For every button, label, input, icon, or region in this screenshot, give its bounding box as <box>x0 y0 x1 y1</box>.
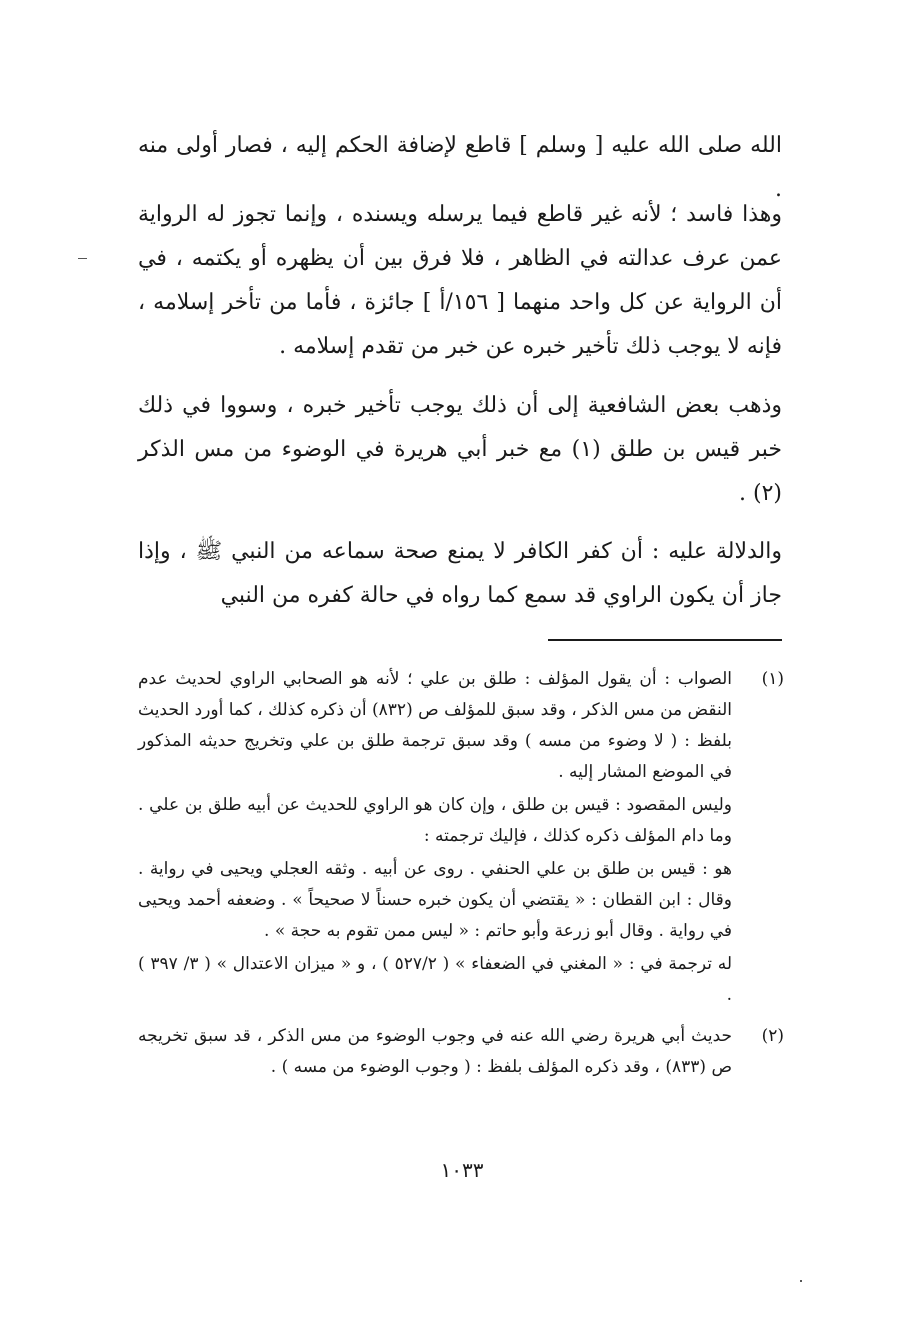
page-number: ١٠٣٣ <box>440 1158 484 1182</box>
footnote-paragraph: وليس المقصود : قيس بن طلق ، وإن كان هو الراوي للحديث عن أبيه طلق بن علي . وما دام المؤلف ذكره كذلك ، فإليك ترجمته : <box>138 795 732 846</box>
footnote-paragraph: له ترجمة في : « المغني في الضعفاء » ( ٥٢٧/٢ ) ، و « ميزان الاعتدال » ( ٣/ ٣٩٧ ) . <box>138 954 732 1005</box>
footnote-number: (١) <box>761 669 784 689</box>
footnote-number: (٢) <box>761 1026 784 1046</box>
footnote-paragraph: الصواب : أن يقول المؤلف : طلق بن علي ؛ لأنه هو الصحابي الراوي لحديث عدم النقض من مس الذكر ، وقد سبق للمؤلف ص (٨٣٢) أن ذكره كذلك ، كما أورد الحديث بلفظ : ( لا وضوء من مسه ) وقد سبق ترجمة طلق بن علي وتخريج حديثه المذكور في الموضع المشار إليه . <box>138 669 732 782</box>
scan-speck <box>800 1280 802 1282</box>
scan-speck <box>78 258 87 259</box>
footnote-1 <box>138 664 784 1011</box>
footnote-paragraph: هو : قيس بن طلق بن علي الحنفي . روى عن أبيه . وثقه العجلي ويحيى في رواية . وقال : ابن القطان : « يقتضي أن يكون خبره حسناً لا صحيحاً » . وضعفه أحمد ويحيى في رواية . وقال أبو زرعة وأبو حاتم : « ليس ممن تقوم به حجة » . <box>138 859 732 941</box>
paragraph-text: وذهب بعض الشافعية إلى أن ذلك يوجب تأخير خبره ، وسووا في ذلك خبر قيس بن طلق (١) مع خبر أبي هريرة في الوضوء من مس الذكر (٢) . <box>138 393 782 506</box>
footnote-separator <box>548 639 782 641</box>
main-paragraph-4 <box>138 530 782 618</box>
footnote-2 <box>138 1021 784 1083</box>
main-paragraph-2 <box>138 193 782 369</box>
paragraph-text: وهذا فاسد ؛ لأنه غير قاطع فيما يرسله ويسنده ، وإنما تجوز له الرواية عمن عرف عدالته في الظاهر ، فلا فرق بين أن يظهره أو يكتمه ، في أن الرواية عن كل واحد منهما [ ١٥٦/أ ] جائزة ، فأما من تأخر إسلامه ، فإنه لا يوجب ذلك تأخير خبره عن خبر من تقدم إسلامه . <box>138 202 782 359</box>
paragraph-text: والدلالة عليه : أن كفر الكافر لا يمنع صحة سماعه من النبي ﷺ ، وإذا جاز أن يكون الراوي قد سمع كما رواه في حالة كفره من النبي <box>138 539 782 608</box>
footnote-paragraph: حديث أبي هريرة رضي الله عنه في وجوب الوضوء من مس الذكر ، قد سبق تخريجه ص (٨٣٣) ، وقد ذكره المؤلف بلفظ : ( وجوب الوضوء من مسه ) . <box>138 1026 732 1077</box>
footnotes <box>138 664 784 1083</box>
main-paragraph-3 <box>138 384 782 516</box>
paragraph-text: الله صلى الله عليه [ وسلم ] قاطع لإضافة الحكم إليه ، فصار أولى منه . <box>138 133 782 202</box>
